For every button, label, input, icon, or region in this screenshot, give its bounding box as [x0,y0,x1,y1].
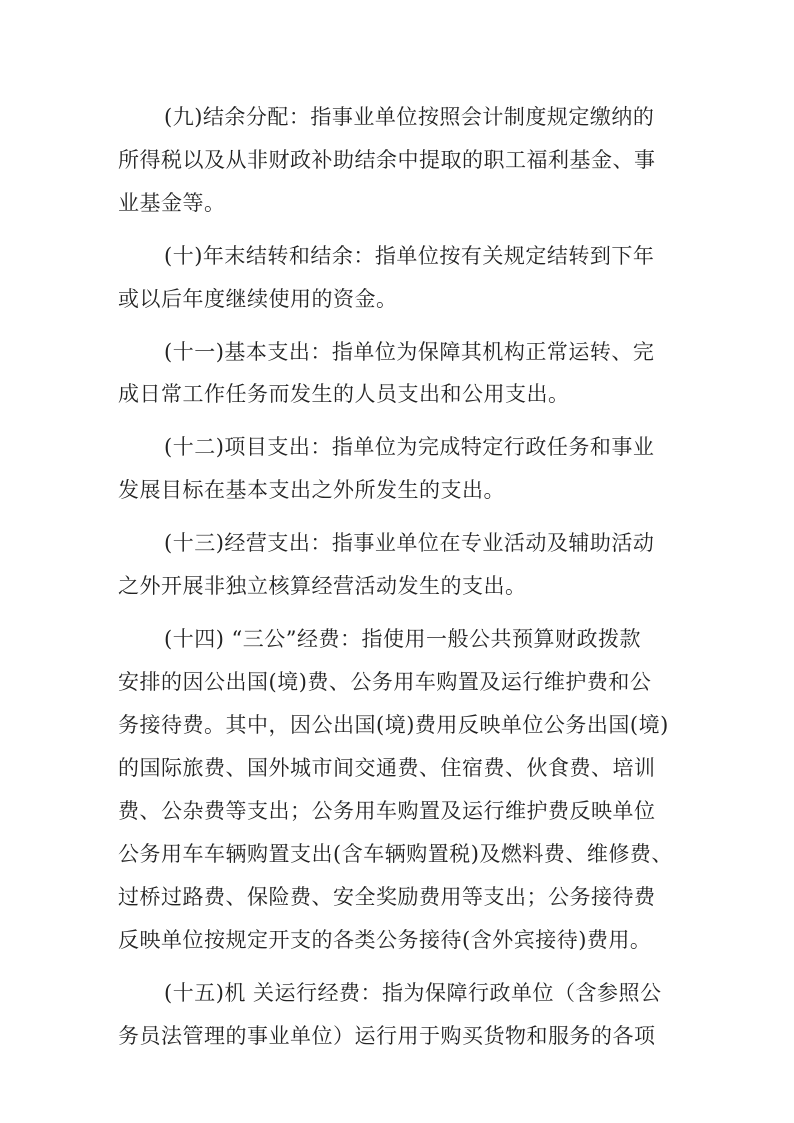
paragraph-line: 的国际旅费、国外城市间交通费、住宿费、伙食费、培训 [118,756,656,780]
paragraph-line: 发展目标在基本支出之外所发生的支出。 [118,478,505,502]
paragraph-line: 反映单位按规定开支的各类公务接待(含外宾接待)费用。 [118,928,652,952]
paragraph-line: 务员法管理的事业单位）运行用于购买货物和服务的各项 [118,1024,656,1048]
paragraph-line: 所得税以及从非财政补助结余中提取的职工福利基金、事 [118,148,656,172]
paragraph-line: (十二)项目支出：指单位为完成特定行政任务和事业 [164,435,655,459]
paragraph-line: 务接待费。其中，因公出国(境)费用反映单位公务出国(境) [118,713,669,737]
paragraph-line: (十)年末结转和结余：指单位按有关规定结转到下年 [164,244,655,268]
paragraph-line: (十四) “三公”经费：指使用一般公共预算财政拨款 [164,627,642,651]
paragraph-line: (九)结余分配：指事业单位按照会计制度规定缴纳的 [164,105,655,129]
paragraph-line: 公务用车车辆购置支出(含车辆购置税)及燃料费、维修费、 [118,842,673,866]
paragraph-line: (十五)机 关运行经费：指为保障行政单位（含参照公 [164,981,662,1005]
paragraph-line: 过桥过路费、保险费、安全奖励费用等支出；公务接待费 [118,885,656,909]
paragraph-line: 之外开展非独立核算经营活动发生的支出。 [118,574,527,598]
paragraph-line: 成日常工作任务而发生的人员支出和公用支出。 [118,382,570,406]
paragraph-line: 安排的因公出国(境)费、公务用车购置及运行维护费和公 [118,670,652,694]
paragraph-line: 或以后年度继续使用的资金。 [118,287,398,311]
paragraph-line: (十三)经营支出：指事业单位在专业活动及辅助活动 [164,531,655,555]
paragraph-line: (十一)基本支出：指单位为保障其机构正常运转、完 [164,340,655,364]
paragraph-line: 业基金等。 [118,191,226,215]
paragraph-line: 费、公杂费等支出；公务用车购置及运行维护费反映单位 [118,799,656,823]
